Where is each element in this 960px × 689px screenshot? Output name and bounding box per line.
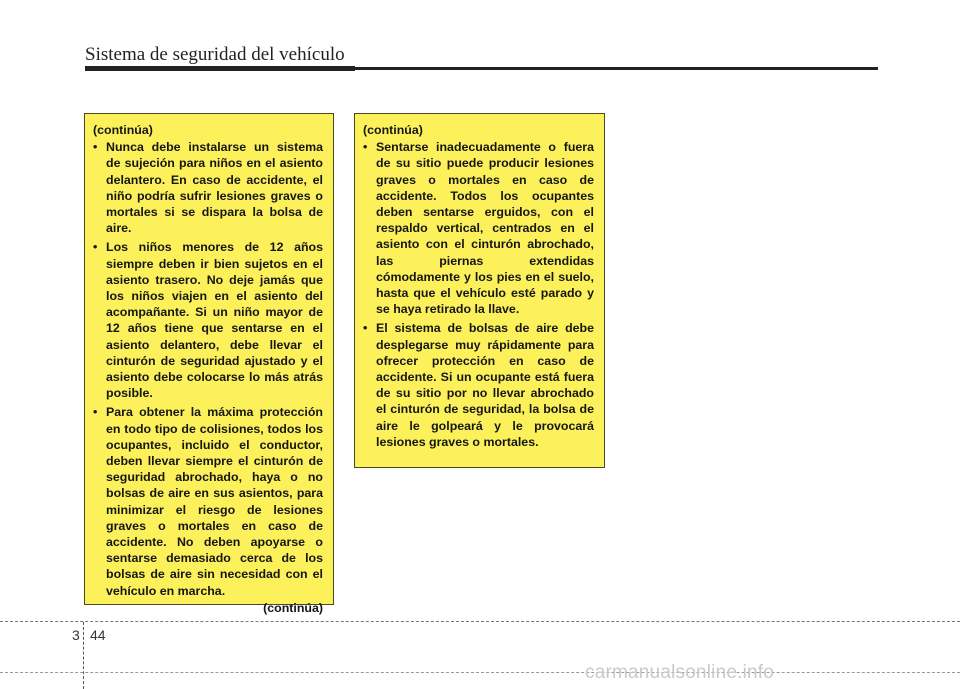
continued-label-top: (continúa): [363, 123, 423, 137]
list-item-text: El sistema de bolsas de aire debe desplegarse muy rápidamente para ofrecer protección en caso de accidente. Si un ocupante está fuera de su sitio por no llevar abrochado el cinturón de seguridad, la bolsa de aire le golpeará y le provocará lesiones graves o mortales.: [376, 321, 594, 449]
list-item: [93, 404, 323, 598]
list-item: [363, 139, 594, 317]
watermark: carmanualsonline.info: [585, 662, 775, 683]
list-item: [363, 320, 594, 450]
page-section-number: 3: [72, 627, 80, 643]
page-number: 44: [90, 627, 106, 643]
page-header-title: Sistema de seguridad del vehículo: [85, 44, 345, 65]
continued-label-top: (continúa): [93, 123, 153, 137]
warning-box-right: [354, 113, 605, 468]
bullet-icon: •: [363, 321, 368, 336]
list-item: [93, 139, 323, 236]
list-item-text: Sentarse inadecuadamente o fuera de su sitio puede producir lesiones graves o mortales en caso de accidente. Todos los ocupantes deben sentarse erguidos, con el respaldo vertical, centrados en el asiento con el cinturón abrochado, las piernas extendidas cómodamente y los pies en el suelo, hasta que el vehículo esté parado y se haya retirado la llave.: [376, 140, 594, 317]
list-item-text: Nunca debe instalarse un sistema de sujeción para niños en el asiento delantero. En caso de accidente, el niño podría sufrir lesiones graves o mortales si se dispara la bolsa de aire.: [106, 140, 323, 236]
list-item: [93, 239, 323, 401]
footer-vertical-guide: [83, 622, 84, 689]
list-item-text: Para obtener la máxima protección en todo tipo de colisiones, todos los ocupantes, incluido el conductor, deben llevar siempre el cinturón de seguridad abrochado, haya o no bolsas de aire en sus asientos, para minimizar el riesgo de lesiones graves o mortales en caso de accidente. No deben apoyarse o sentarse demasiado cerca de los bolsas de aire sin necesidad con el vehículo en marcha.: [106, 405, 323, 598]
header-rule-accent: [85, 66, 355, 71]
warning-list-left: [93, 139, 323, 599]
list-item-text: Los niños menores de 12 años siempre deben ir bien sujetos en el asiento trasero. No deje jamás que los niños viajen en el asiento del acompañante. Si un niño mayor de 12 años tiene que sentarse en el asiento delantero, debe llevar el cinturón de seguridad ajustado y el asiento debe colocarse lo más atrás posible.: [106, 240, 323, 401]
bullet-icon: •: [93, 240, 98, 255]
continued-label-bottom: (continúa): [263, 600, 323, 615]
warning-box-left: [84, 113, 334, 615]
bullet-icon: •: [93, 140, 98, 155]
footer-horizontal-guide: [0, 621, 960, 622]
bullet-icon: •: [363, 140, 368, 155]
bullet-icon: •: [93, 405, 98, 420]
footer-horizontal-guide-lower: [0, 672, 960, 673]
warning-list-right: [363, 139, 594, 450]
